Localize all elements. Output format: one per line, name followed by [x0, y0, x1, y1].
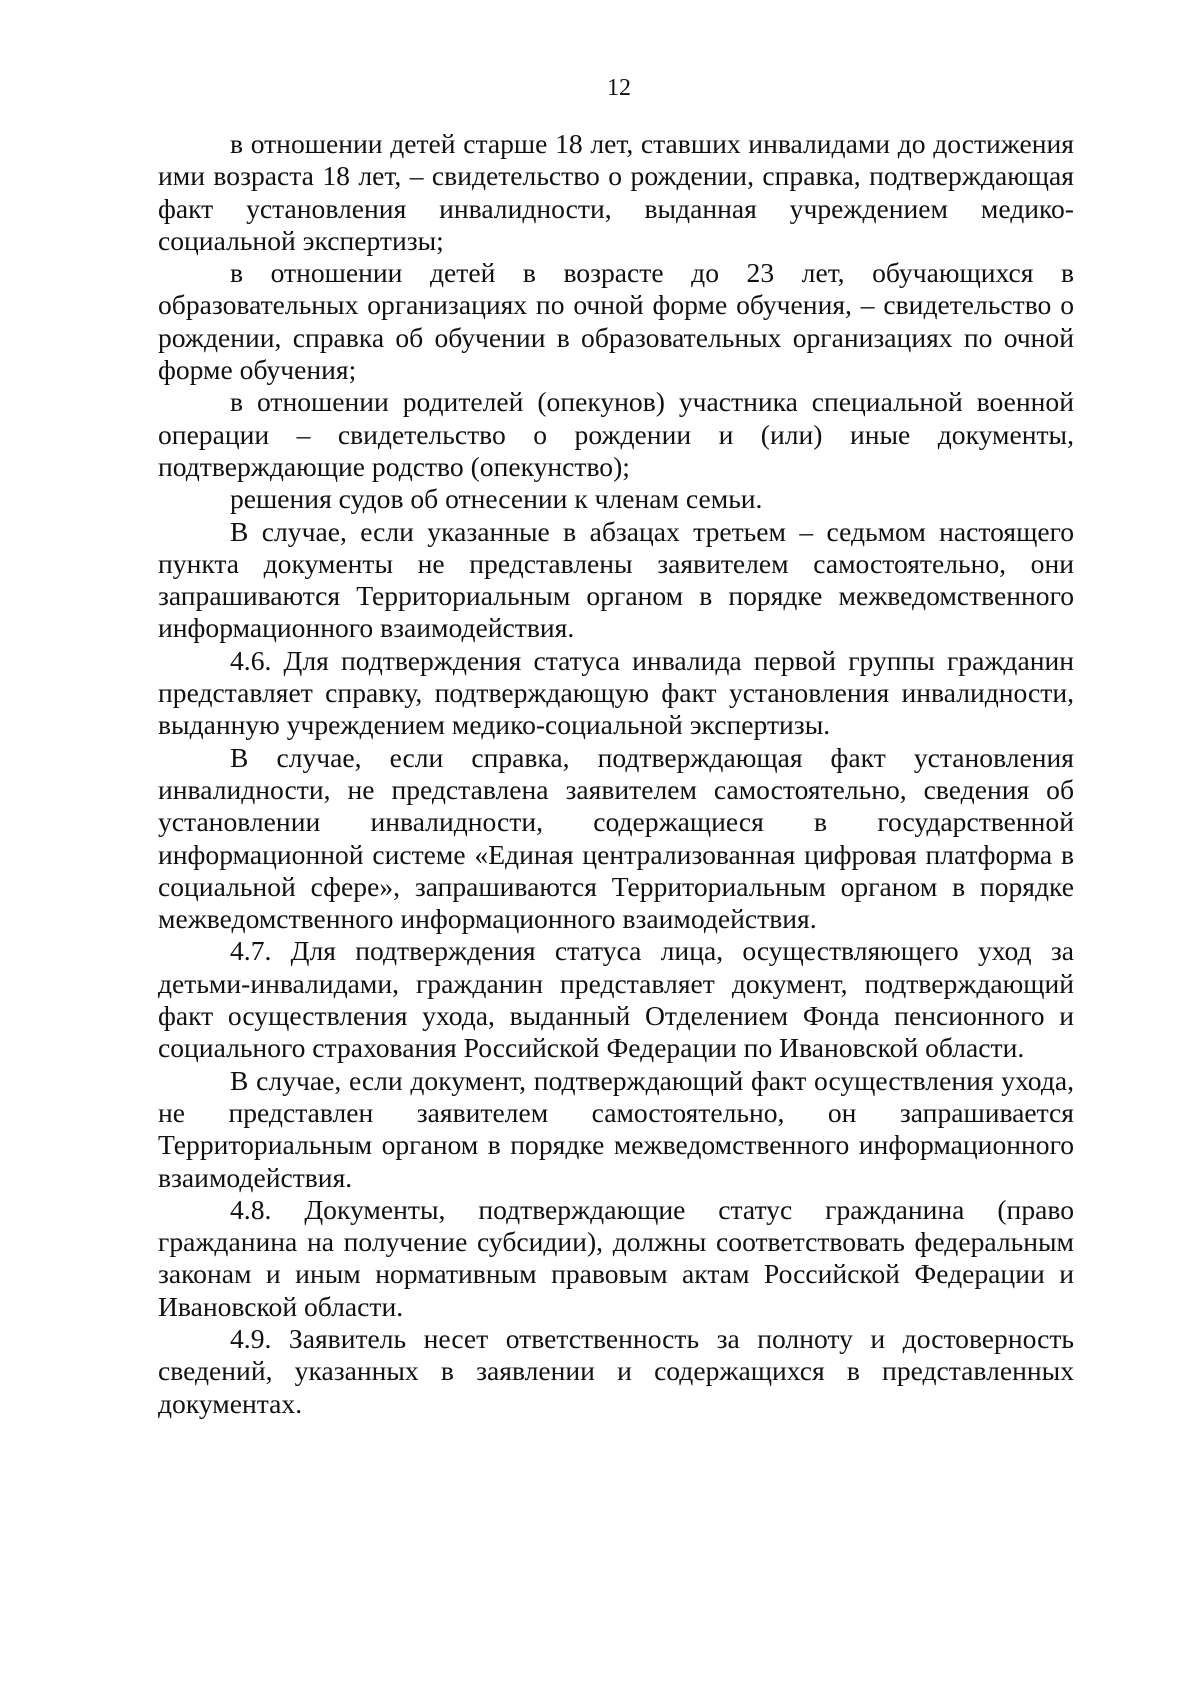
paragraph-court-decisions: решения судов об отнесении к членам семьи. — [230, 483, 763, 515]
paragraph-4-8: 4.8. Документы, подтверждающие статус гражданина (право гражданина на получение субсидии), должны соответствовать федеральным законам и иным нормативным правовым актам Российской Федерации и Ивановской области. — [158, 1193, 1074, 1322]
paragraph-4-7: 4.7. Для подтверждения статуса лица, осуществляющего уход за детьми-инвалидами, гражданин представляет документ, подтверждающий факт осуществления ухода, выданный Отделением Фонда пенсионного и социального страхования Российской Федерации по Ивановской области. — [158, 935, 1074, 1064]
paragraph-care-document-request: В случае, если документ, подтверждающий факт осуществления ухода, не представлен заявителем самостоятельно, он запрашивается Территориальным органом в порядке межведомственного информационного взаимодействия. — [158, 1064, 1074, 1193]
document-body — [158, 128, 1074, 1420]
paragraph-interdepartmental-request: В случае, если указанные в абзацах третьем – седьмом настоящего пункта документы не представлены заявителем самостоятельно, они запрашиваются Территориальным органом в порядке межведомственного информационного взаимодействия. — [158, 515, 1074, 644]
paragraph-children-under-23: в отношении детей в возрасте до 23 лет, обучающихся в образовательных организациях по очной форме обучения, – свидетельство о рождении, справка об обучении в образовательных организациях по очной форме обучения; — [158, 257, 1074, 386]
paragraph-parents-guardians: в отношении родителей (опекунов) участника специальной военной операции – свидетельство о рождении и (или) иные документы, подтверждающие родство (опекунство); — [158, 386, 1074, 482]
paragraph-4-9: 4.9. Заявитель несет ответственность за полноту и достоверность сведений, указанных в заявлении и содержащихся в представленных документах. — [158, 1322, 1074, 1419]
page-number: 12 — [607, 75, 631, 101]
paragraph-children-over-18: в отношении детей старше 18 лет, ставших инвалидами до достижения ими возраста 18 лет, – свидетельство о рождении, справка, подтверждающая факт установления инвалидности, выданная учреждением медико-социальной экспертизы; — [158, 128, 1074, 256]
paragraph-disability-info-request: В случае, если справка, подтверждающая факт установления инвалидности, не представлена заявителем самостоятельно, сведения об установлении инвалидности, содержащиеся в государственной информационной системе «Единая централизованная цифровая платформа в социальной сфере», запрашиваются Территориальным органом в порядке межведомственного информационного взаимодействия. — [158, 741, 1074, 935]
paragraph-4-6: 4.6. Для подтверждения статуса инвалида первой группы гражданин представляет справку, подтверждающую факт установления инвалидности, выданную учреждением медико-социальной экспертизы. — [158, 644, 1074, 741]
